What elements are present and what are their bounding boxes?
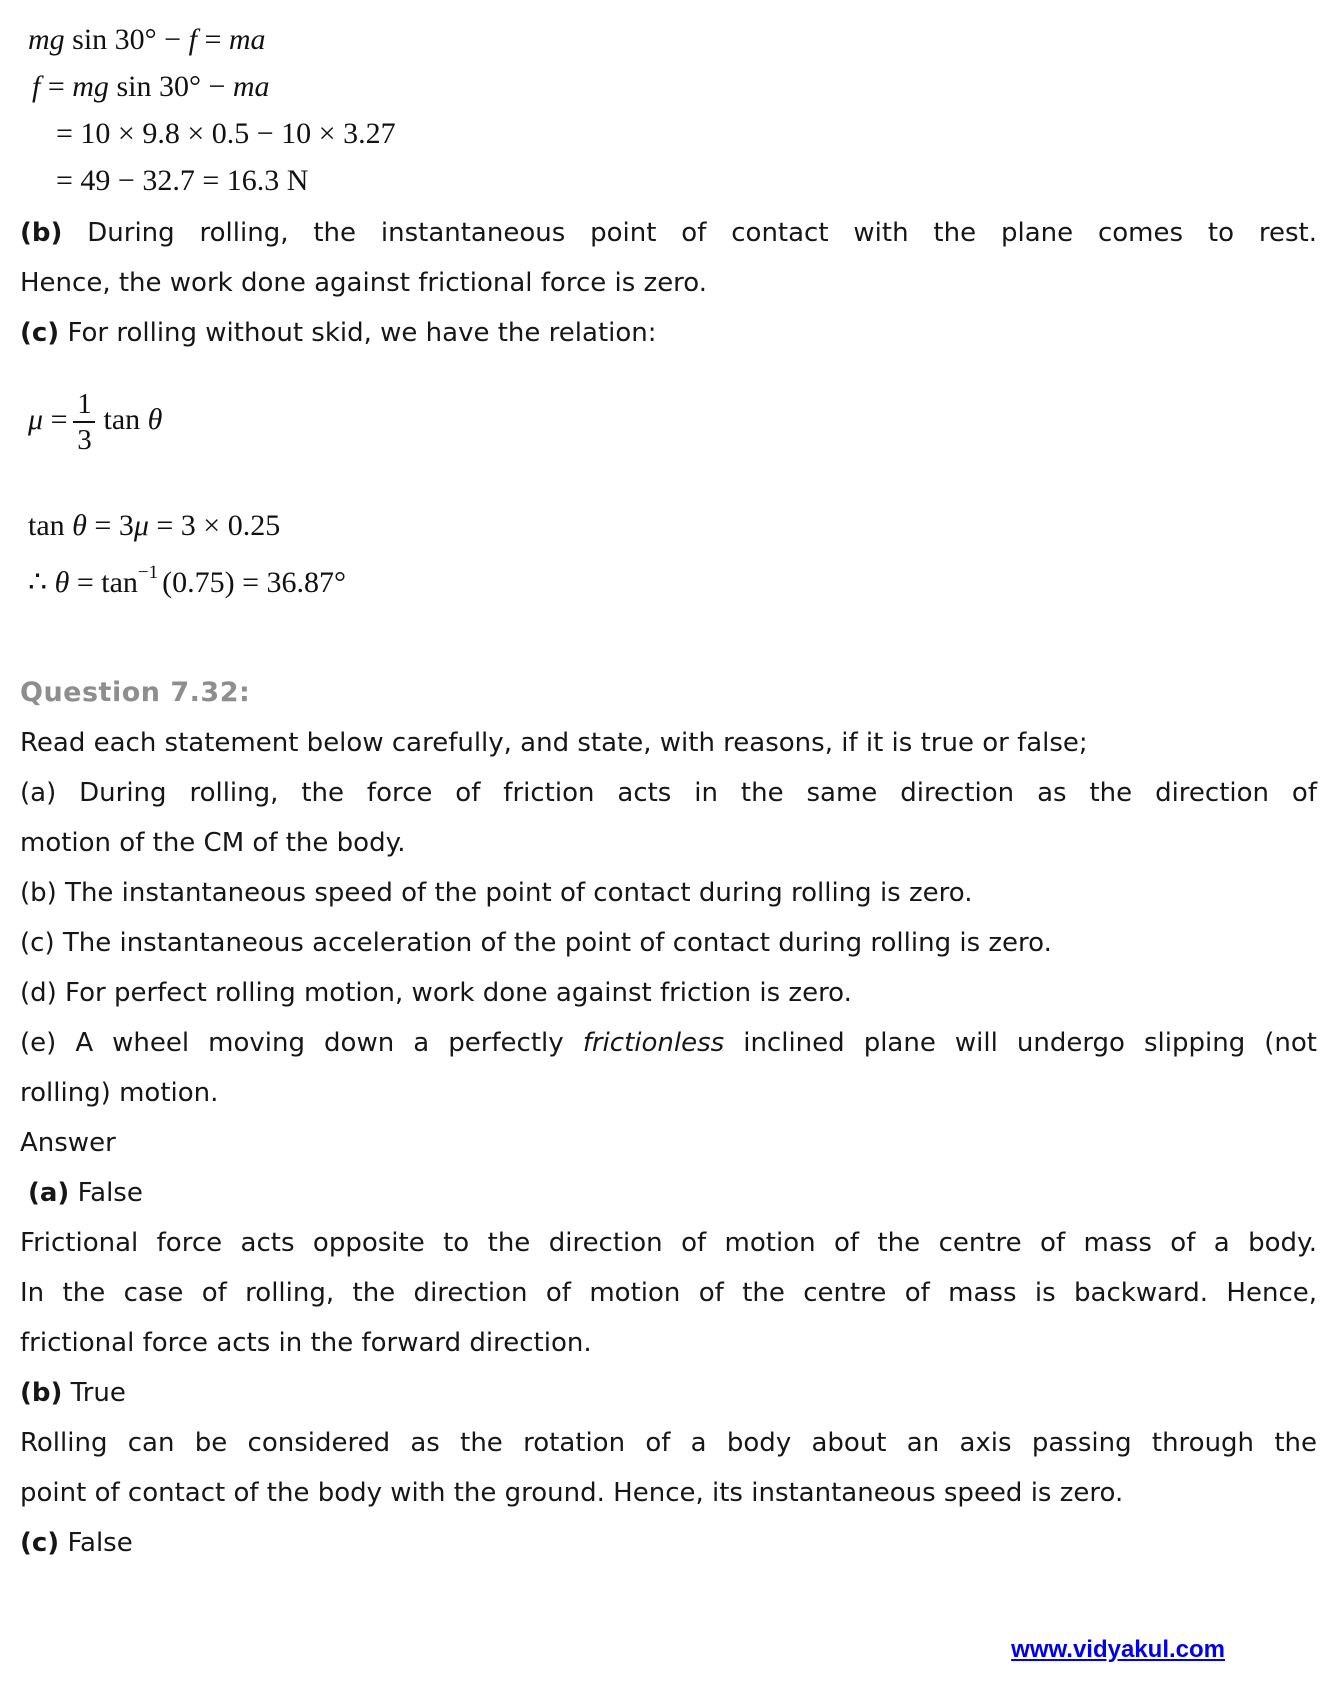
question-item-e-italic: frictionless	[582, 1028, 725, 1058]
question-item-c: (c) The instantaneous acceleration of the point of contact during rolling is zero.	[20, 928, 1052, 958]
answer-b-value: True	[70, 1378, 126, 1408]
spacer	[20, 472, 1317, 502]
therefore-symbol: ∴	[28, 566, 48, 599]
answer-c-value: False	[67, 1528, 133, 1558]
para-b-label: (b)	[20, 218, 63, 248]
question-item-b: (b) The instantaneous speed of the point of contact during rolling is zero.	[20, 878, 973, 908]
equation-mu-relation	[28, 368, 1317, 472]
para-b-line-2: Hence, the work done against frictional force is zero.	[20, 268, 708, 298]
fraction-one-third	[73, 387, 95, 457]
question-item-e-pre: (e) A wheel moving down a perfectly	[20, 1028, 564, 1058]
math-function-tan: tan	[28, 509, 65, 542]
equation-line-3: = 10 × 9.8 × 0.5 − 10 × 3.27	[56, 117, 396, 150]
answer-b-line-1: Rolling can be considered as the rotation of a body about an axis passing through the	[20, 1428, 1317, 1458]
answer-label: Answer	[20, 1128, 116, 1158]
para-c-text: For rolling without skid, we have the relation:	[67, 318, 657, 348]
math-var: mg	[72, 70, 109, 103]
question-item-e-post: inclined plane will undergo slipping (not	[743, 1028, 1317, 1058]
equation-tan-theta	[28, 502, 1317, 549]
math-var: f	[32, 70, 41, 103]
math-superscript: −1	[137, 562, 159, 583]
question-item-a-line-1: (a) During rolling, the force of friction acts in the same direction as the direction of	[20, 778, 1317, 808]
fraction-denominator: 3	[77, 424, 92, 456]
equation-line-2	[32, 63, 1317, 110]
answer-b-label: (b)	[20, 1378, 63, 1408]
math-var-theta: θ	[147, 403, 163, 436]
question-item-e-line-2: rolling) motion.	[20, 1078, 219, 1108]
math-term: = 3 × 0.25	[156, 509, 281, 542]
math-operator: =	[47, 70, 65, 103]
math-var-mu: μ	[133, 509, 149, 542]
answer-c-label: (c)	[20, 1528, 60, 1558]
para-b-text-1: During rolling, the instantaneous point of contact with the plane comes to rest.	[87, 218, 1317, 248]
fraction-numerator: 1	[77, 388, 92, 420]
question-heading: Question 7.32:	[20, 677, 251, 708]
math-function-tan: tan	[103, 403, 141, 436]
answer-a-line-3: frictional force acts in the forward direction.	[20, 1328, 592, 1358]
para-c-line	[20, 308, 1317, 358]
equation-line-1	[28, 16, 1317, 63]
math-term: = 3	[94, 509, 134, 542]
page-footer	[1011, 1635, 1225, 1665]
equation-line-4: = 49 − 32.7 = 16.3 N	[56, 164, 309, 197]
answer-a-value: False	[77, 1178, 143, 1208]
math-term: sin 30° −	[116, 70, 226, 103]
math-var: ma	[228, 23, 266, 56]
answer-a-verdict	[20, 1168, 1317, 1218]
math-operator: =	[50, 403, 68, 436]
math-var-theta: θ	[72, 509, 87, 542]
question-item-d: (d) For perfect rolling motion, work done against friction is zero.	[20, 978, 852, 1008]
math-var-theta: θ	[54, 566, 70, 599]
math-operator: =	[204, 23, 222, 56]
math-var: ma	[232, 70, 270, 103]
answer-a-label: (a)	[28, 1178, 70, 1208]
math-term: sin 30° −	[72, 23, 182, 56]
answer-a-line-1: Frictional force acts opposite to the direction of motion of the centre of mass of a body.	[20, 1228, 1317, 1258]
answer-a-line-2: In the case of rolling, the direction of motion of the centre of mass is backward. Hence,	[20, 1278, 1317, 1308]
math-var: mg	[28, 23, 65, 56]
footer-link[interactable]: www.vidyakul.com	[1011, 1636, 1225, 1663]
answer-b-verdict	[20, 1368, 1317, 1418]
equation-block-friction-force	[20, 16, 1317, 204]
answer-c-verdict	[20, 1518, 1317, 1568]
question-item-a-line-2: motion of the CM of the body.	[20, 828, 406, 858]
para-b-line-1	[20, 208, 1317, 258]
math-var-mu: μ	[28, 403, 44, 436]
math-var: f	[188, 23, 197, 56]
question-item-e-line-1	[20, 1018, 1317, 1068]
question-intro: Read each statement below carefully, and state, with reasons, if it is true or false;	[20, 728, 1088, 758]
math-term: = tan	[76, 566, 138, 599]
equation-theta-result	[28, 549, 1317, 606]
para-c-label: (c)	[20, 318, 60, 348]
math-term: (0.75) = 36.87°	[162, 566, 347, 599]
answer-b-line-2: point of contact of the body with the ground. Hence, its instantaneous speed is zero.	[20, 1478, 1124, 1508]
